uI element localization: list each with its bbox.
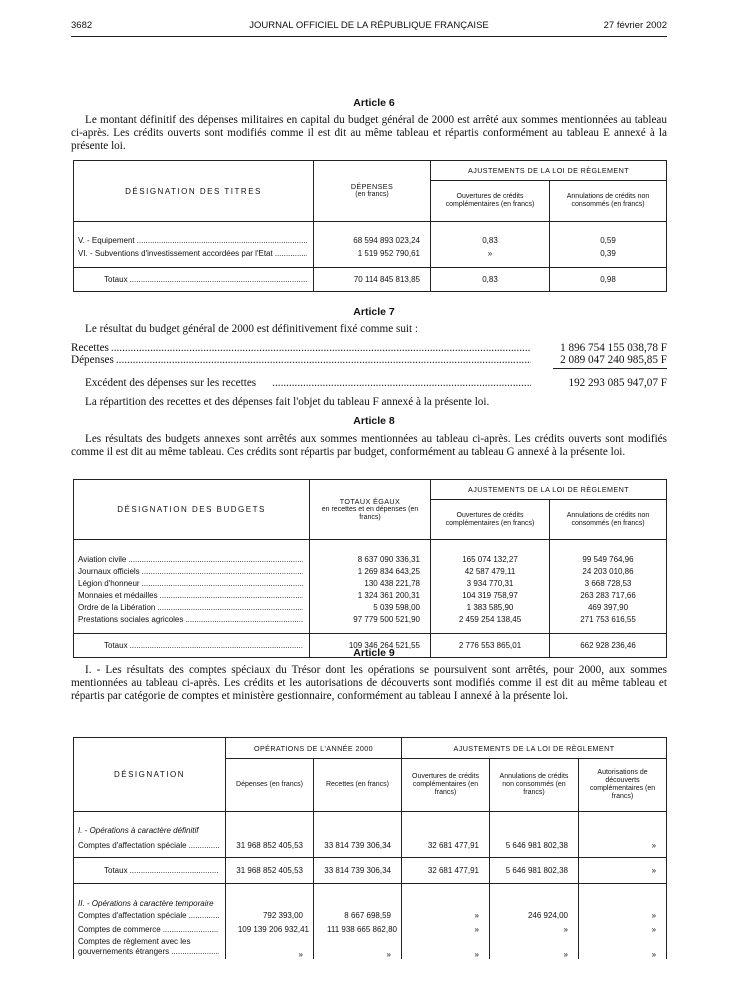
article-7-title: Article 7 (353, 306, 395, 318)
section-row: I. - Opérations à caractère définitif (74, 811, 667, 834)
header-ajustements: AJUSTEMENTS DE LA LOI DE RÈGLEMENT (402, 738, 667, 759)
header-designation: DÉSIGNATION DES BUDGETS (74, 480, 310, 540)
header-annulations: Annulations de crédits non consommés (en francs) (550, 181, 667, 222)
table-row: V. - Equipement ..... 68 594 893 023,24 0,83 0,59 (74, 234, 667, 247)
table-row: Prestations sociales agricoles ..... 97 779 500 521,90 2 459 254 138,45 271 753 616,55 (74, 614, 667, 626)
header-ouvertures: Ouvertures de crédits complémentaires (en francs) (431, 181, 550, 222)
recettes-amount: 1 896 754 155 038,78 F (560, 342, 667, 354)
table-row: Comptes d'affectation spéciale ..... 31 968 852 405,53 33 814 739 306,34 32 681 477,91 5 646 981 802,38 » (74, 835, 667, 858)
article-6-table (73, 160, 667, 292)
sum-rule (553, 368, 667, 369)
table-row: Comptes de commerce ..... 109 139 206 932,41 111 938 665 862,80 » » » (74, 923, 667, 936)
article-8-title: Article 8 (353, 415, 395, 427)
table-row: Ordre de la Libération ..... 5 039 598,00 1 383 585,90 469 397,90 (74, 602, 667, 614)
header-designation: DÉSIGNATION (74, 738, 226, 812)
header-annulations: Annulations de crédits non consommés (en francs) (490, 759, 579, 812)
table-row: VI. - Subventions d'investissement accordées par l'Etat ..... 1 519 952 790,61 » 0,39 (74, 247, 667, 260)
header-operations: OPÉRATIONS DE L'ANNÉE 2000 (226, 738, 402, 759)
table-row: Journaux officiels ..... 1 269 834 643,25 42 587 479,11 24 203 010,86 (74, 566, 667, 578)
table-total-row: Totaux ..... 70 114 845 813,85 0,83 0,98 (74, 268, 667, 292)
article-7-intro: Le résultat du budget général de 2000 est définitivement fixé comme suit : (85, 323, 419, 335)
depenses-amount: 2 089 047 240 985,85 F (560, 354, 667, 366)
header-ajustements: AJUSTEMENTS DE LA LOI DE RÈGLEMENT (431, 480, 667, 500)
table-row: Aviation civile ..... 8 637 090 336,31 165 074 132,27 99 549 764,96 (74, 554, 667, 566)
header-designation: DÉSIGNATION DES TITRES (74, 161, 314, 222)
header-rule (71, 36, 667, 37)
article-6-text: Le montant définitif des dépenses militaires en capital du budget général de 2000 est arrêté aux sommes mentionnées au tableau ci-après. Les crédits ouverts sont modifiés comme il est dit au même tableau et répartis conformément au tableau E annexé à la présente loi. (71, 114, 667, 152)
table-row: Légion d'honneur ..... 130 438 221,78 3 934 770,31 3 668 728,53 (74, 578, 667, 590)
article-9-title: Article 9 (353, 647, 395, 659)
header-autorisations: Autorisations de découverts complémentaires (en francs) (579, 759, 667, 812)
header-ajustements: AJUSTEMENTS DE LA LOI DE RÈGLEMENT (431, 161, 667, 181)
journal-title: JOURNAL OFFICIEL DE LA RÉPUBLIQUE FRANÇAISE (249, 20, 489, 31)
table-total-row: Totaux ..... 109 346 264 521,55 2 776 553 865,01 662 928 236,46 (74, 634, 667, 658)
excedent-line: Excédent des dépenses sur les recettes ..... (71, 377, 533, 390)
recettes-line: Recettes ..... (71, 342, 533, 355)
table-row: Comptes de règlement avec les gouvernements étrangers ..... » » » » » (74, 936, 667, 959)
issue-date: 27 février 2002 (603, 20, 667, 31)
table-total-row: Totaux ..... 31 968 852 405,53 33 814 739 306,34 32 681 477,91 5 646 981 802,38 » (74, 858, 667, 883)
article-9-text: I. - Les résultats des comptes spéciaux du Trésor dont les opérations se poursuivent sont arrêtés, pour 2000, aux sommes mentionnées au tableau ci-après. Les crédits et les autorisations de découverts sont modifiés comme il est dit au même tableau et répartis par catégorie de comptes et ministère gestionnaire, conformément au tableau I annexé à la présente loi. (71, 664, 667, 702)
header-ouvertures: Ouvertures de crédits complémentaires (en francs) (402, 759, 490, 812)
table-row: Comptes d'affectation spéciale ..... 792 393,00 8 667 698,59 » 246 924,00 » (74, 908, 667, 923)
excedent-amount: 192 293 085 947,07 F (568, 377, 667, 389)
header-recettes: Recettes (en francs) (314, 759, 402, 812)
section-row: II. - Opérations à caractère temporaire (74, 883, 667, 908)
header-depenses: DÉPENSES (en francs) (314, 161, 431, 222)
header-depenses: Dépenses (en francs) (226, 759, 314, 812)
article-8-table (73, 479, 667, 658)
header-ouvertures: Ouvertures de crédits complémentaires (en francs) (431, 500, 550, 540)
article-7-note: La répartition des recettes et des dépenses fait l'objet du tableau F annexé à la présente loi. (85, 396, 490, 408)
article-9-table (73, 737, 667, 959)
table-row: Monnaies et médailles ..... 1 324 361 200,31 104 319 758,97 263 283 717,66 (74, 590, 667, 602)
article-8-text: Les résultats des budgets annexes sont arrêtés aux sommes mentionnées au tableau ci-après. Les crédits ouverts sont modifiés comme il est dit au même tableau. Ces crédits sont répartis par budget, conformément au tableau G annexé à la présente loi. (71, 433, 667, 458)
depenses-line: Dépenses ..... (71, 354, 533, 367)
header-totaux: TOTAUX ÉGAUX en recettes et en dépenses (en francs) (310, 480, 431, 540)
header-annulations: Annulations de crédits non consommés (en francs) (550, 500, 667, 540)
article-6-title: Article 6 (353, 97, 395, 109)
page-number: 3682 (71, 20, 93, 31)
